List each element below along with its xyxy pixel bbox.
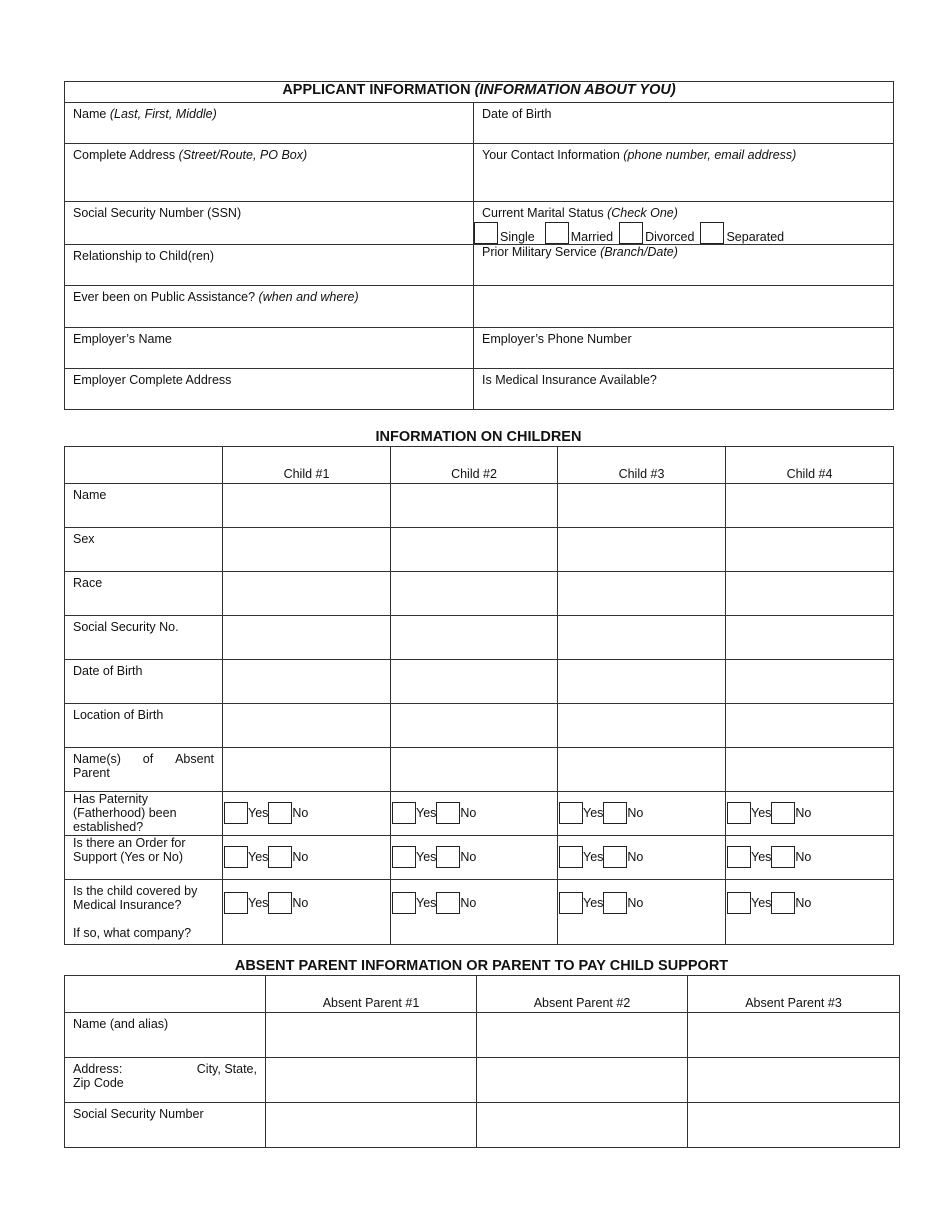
applicant-contact-field[interactable]: Your Contact Information (phone number, email address) bbox=[474, 144, 894, 202]
order-yes-checkbox[interactable] bbox=[559, 846, 583, 868]
row-label-paternity: Has Paternity (Fatherhood) been established? bbox=[65, 792, 223, 836]
row-label-name: Name bbox=[65, 484, 223, 528]
child-1-sex[interactable] bbox=[223, 528, 391, 572]
child-2-ssn[interactable] bbox=[391, 616, 558, 660]
child-1-paternity: Yes No bbox=[223, 792, 391, 836]
medical-no-checkbox[interactable] bbox=[436, 892, 460, 914]
child-2-location[interactable] bbox=[391, 704, 558, 748]
child-1-location[interactable] bbox=[223, 704, 391, 748]
paternity-no-checkbox[interactable] bbox=[268, 802, 292, 824]
marital-single[interactable]: Single bbox=[474, 222, 539, 244]
divorced-checkbox[interactable] bbox=[619, 222, 643, 244]
absent-3-address[interactable] bbox=[688, 1058, 900, 1103]
absent-label-name: Name (and alias) bbox=[65, 1013, 266, 1058]
child-1-dob[interactable] bbox=[223, 660, 391, 704]
medical-insurance-field[interactable]: Is Medical Insurance Available? bbox=[474, 369, 894, 410]
row-label-absent-parent: Name(s) of Absent Parent bbox=[65, 748, 223, 792]
applicant-address-field[interactable]: Complete Address (Street/Route, PO Box) bbox=[65, 144, 474, 202]
absent-1-ssn[interactable] bbox=[266, 1103, 477, 1148]
child-4-header: Child #4 bbox=[726, 447, 894, 484]
child-3-sex[interactable] bbox=[558, 528, 726, 572]
child-1-support-order: Yes No bbox=[223, 836, 391, 880]
relationship-field[interactable]: Relationship to Child(ren) bbox=[65, 245, 474, 286]
marital-separated[interactable]: Separated bbox=[700, 222, 788, 244]
child-3-race[interactable] bbox=[558, 572, 726, 616]
paternity-no-checkbox[interactable] bbox=[771, 802, 795, 824]
row-label-support-order: Is there an Order for Support (Yes or No) bbox=[65, 836, 223, 880]
row-label-ssn: Social Security No. bbox=[65, 616, 223, 660]
absent-parent-table bbox=[64, 975, 900, 1148]
order-yes-checkbox[interactable] bbox=[727, 846, 751, 868]
order-yes-checkbox[interactable] bbox=[224, 846, 248, 868]
child-3-header: Child #3 bbox=[558, 447, 726, 484]
paternity-no-checkbox[interactable] bbox=[436, 802, 460, 824]
child-2-dob[interactable] bbox=[391, 660, 558, 704]
absent-corner bbox=[65, 976, 266, 1013]
order-no-checkbox[interactable] bbox=[603, 846, 627, 868]
absent-1-address[interactable] bbox=[266, 1058, 477, 1103]
child-4-support-order: Yes No bbox=[726, 836, 894, 880]
child-2-race[interactable] bbox=[391, 572, 558, 616]
child-3-ssn[interactable] bbox=[558, 616, 726, 660]
child-1-race[interactable] bbox=[223, 572, 391, 616]
paternity-yes-checkbox[interactable] bbox=[727, 802, 751, 824]
absent-parent-1-header: Absent Parent #1 bbox=[266, 976, 477, 1013]
absent-2-ssn[interactable] bbox=[477, 1103, 688, 1148]
employer-name-field[interactable]: Employer’s Name bbox=[65, 328, 474, 369]
child-4-sex[interactable] bbox=[726, 528, 894, 572]
absent-parent-3-header: Absent Parent #3 bbox=[688, 976, 900, 1013]
employer-phone-field[interactable]: Employer’s Phone Number bbox=[474, 328, 894, 369]
absent-parent-2-header: Absent Parent #2 bbox=[477, 976, 688, 1013]
child-4-location[interactable] bbox=[726, 704, 894, 748]
order-no-checkbox[interactable] bbox=[771, 846, 795, 868]
separated-checkbox[interactable] bbox=[700, 222, 724, 244]
absent-label-address: Address: City, State, Zip Code bbox=[65, 1058, 266, 1103]
child-1-ssn[interactable] bbox=[223, 616, 391, 660]
applicant-dob-field[interactable]: Date of Birth bbox=[474, 103, 894, 144]
absent-label-ssn: Social Security Number bbox=[65, 1103, 266, 1148]
absent-2-address[interactable] bbox=[477, 1058, 688, 1103]
applicant-title-italic: (INFORMATION ABOUT YOU) bbox=[474, 82, 676, 98]
row-label-sex: Sex bbox=[65, 528, 223, 572]
child-3-location[interactable] bbox=[558, 704, 726, 748]
absent-1-name[interactable] bbox=[266, 1013, 477, 1058]
medical-yes-checkbox[interactable] bbox=[224, 892, 248, 914]
child-3-paternity: Yes No bbox=[558, 792, 726, 836]
child-4-race[interactable] bbox=[726, 572, 894, 616]
medical-no-checkbox[interactable] bbox=[603, 892, 627, 914]
absent-parent-title: ABSENT PARENT INFORMATION OR PARENT TO PAY CHILD SUPPORT bbox=[234, 958, 729, 974]
order-no-checkbox[interactable] bbox=[436, 846, 460, 868]
military-field[interactable]: Prior Military Service (Branch/Date) bbox=[474, 245, 894, 286]
applicant-name-field[interactable]: Name (Last, First, Middle) bbox=[65, 103, 474, 144]
child-4-absent-parent[interactable] bbox=[726, 748, 894, 792]
employer-address-field[interactable]: Employer Complete Address bbox=[65, 369, 474, 410]
child-1-absent-parent[interactable] bbox=[223, 748, 391, 792]
child-2-sex[interactable] bbox=[391, 528, 558, 572]
single-checkbox[interactable] bbox=[474, 222, 498, 244]
order-yes-checkbox[interactable] bbox=[392, 846, 416, 868]
children-table bbox=[64, 446, 894, 945]
marital-status-field: Current Marital Status (Check One) Single Married Divorced Separated bbox=[474, 202, 894, 245]
child-2-header: Child #2 bbox=[391, 447, 558, 484]
child-3-support-order: Yes No bbox=[558, 836, 726, 880]
medical-no-checkbox[interactable] bbox=[771, 892, 795, 914]
child-2-name[interactable] bbox=[391, 484, 558, 528]
public-assistance-field[interactable]: Ever been on Public Assistance? (when and where) bbox=[65, 286, 474, 328]
medical-yes-checkbox[interactable] bbox=[727, 892, 751, 914]
medical-yes-checkbox[interactable] bbox=[392, 892, 416, 914]
child-3-dob[interactable] bbox=[558, 660, 726, 704]
row-label-dob: Date of Birth bbox=[65, 660, 223, 704]
medical-yes-checkbox[interactable] bbox=[559, 892, 583, 914]
applicant-ssn-field[interactable]: Social Security Number (SSN) bbox=[65, 202, 474, 245]
row-label-location: Location of Birth bbox=[65, 704, 223, 748]
absent-2-name[interactable] bbox=[477, 1013, 688, 1058]
child-1-medical: Yes No bbox=[223, 880, 391, 945]
children-title: INFORMATION ON CHILDREN bbox=[375, 429, 582, 445]
medical-no-checkbox[interactable] bbox=[268, 892, 292, 914]
paternity-yes-checkbox[interactable] bbox=[224, 802, 248, 824]
married-checkbox[interactable] bbox=[545, 222, 569, 244]
row-label-medical: Is the child covered by Medical Insurance? If so, what company? bbox=[65, 880, 223, 945]
child-2-medical: Yes No bbox=[391, 880, 558, 945]
applicant-header bbox=[65, 82, 894, 103]
child-4-ssn[interactable] bbox=[726, 616, 894, 660]
child-2-support-order: Yes No bbox=[391, 836, 558, 880]
child-4-dob[interactable] bbox=[726, 660, 894, 704]
child-1-header: Child #1 bbox=[223, 447, 391, 484]
marital-married[interactable]: Married bbox=[545, 222, 617, 244]
marital-divorced[interactable]: Divorced bbox=[619, 222, 698, 244]
paternity-no-checkbox[interactable] bbox=[603, 802, 627, 824]
child-3-medical: Yes No bbox=[558, 880, 726, 945]
public-assistance-answer[interactable] bbox=[474, 286, 894, 328]
child-4-name[interactable] bbox=[726, 484, 894, 528]
paternity-yes-checkbox[interactable] bbox=[392, 802, 416, 824]
child-3-name[interactable] bbox=[558, 484, 726, 528]
child-4-paternity: Yes No bbox=[726, 792, 894, 836]
child-1-name[interactable] bbox=[223, 484, 391, 528]
paternity-yes-checkbox[interactable] bbox=[559, 802, 583, 824]
applicant-title: APPLICANT INFORMATION bbox=[282, 82, 471, 98]
marital-options bbox=[474, 222, 893, 244]
row-label-race: Race bbox=[65, 572, 223, 616]
applicant-table bbox=[64, 81, 894, 410]
order-no-checkbox[interactable] bbox=[268, 846, 292, 868]
child-2-paternity: Yes No bbox=[391, 792, 558, 836]
absent-3-ssn[interactable] bbox=[688, 1103, 900, 1148]
child-2-absent-parent[interactable] bbox=[391, 748, 558, 792]
children-corner bbox=[65, 447, 223, 484]
absent-3-name[interactable] bbox=[688, 1013, 900, 1058]
child-4-medical: Yes No bbox=[726, 880, 894, 945]
child-3-absent-parent[interactable] bbox=[558, 748, 726, 792]
